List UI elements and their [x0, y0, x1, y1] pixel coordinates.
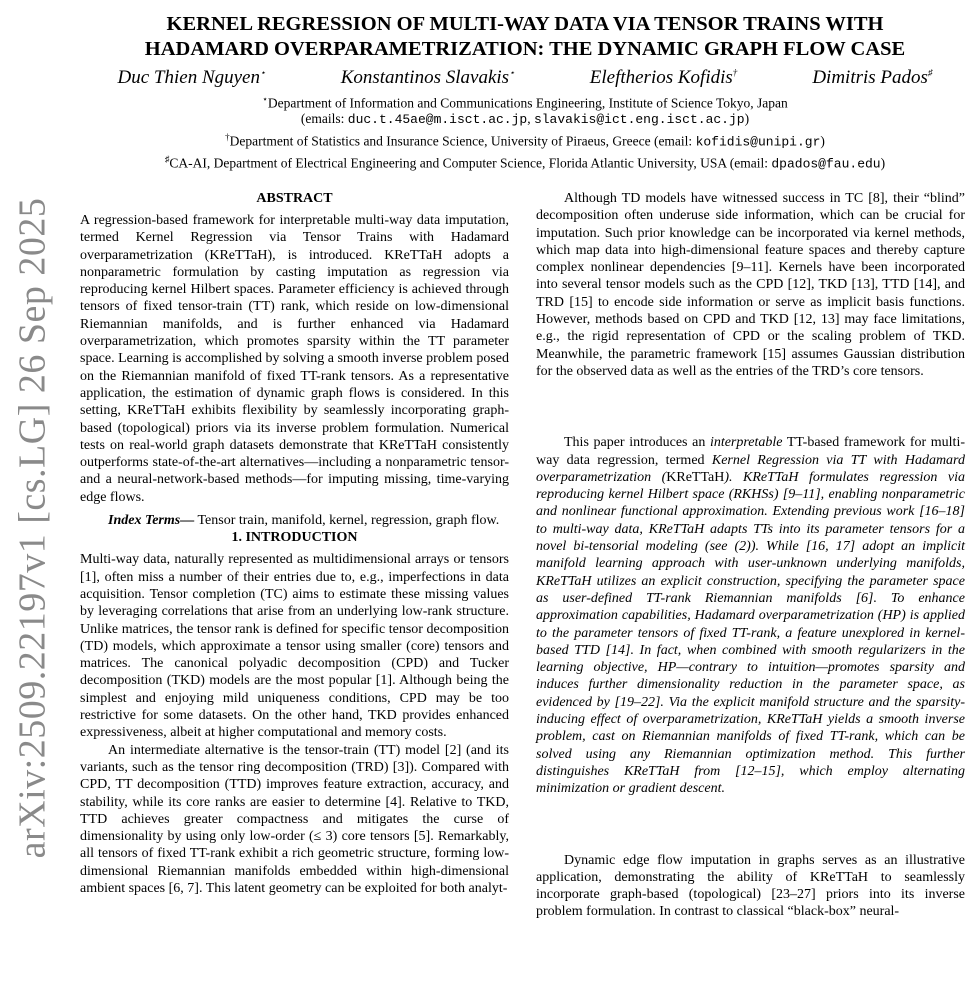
author: Konstantinos Slavakis⋆ — [340, 67, 515, 88]
author: Dimitris Pados♯ — [812, 67, 933, 88]
intro-paragraph-2: An intermediate alternative is the tensor-train (TT) model [2] (and its variants, such as the tensor ring decomposition (TRD) [3]). Compared with CPD, TT decomposition (TTD) improves feature extraction, accuracy, and stability, while its core ranks are easier to determine [4]. Relative to TKD, TTD achieves greater compactness and mitigates the curse of dimensionality by using only low-order (≤ 3) core tensors [5]. Remarkably, all tensors of fixed TT-rank exhibit a rich geometric structure, forming low-dimensional Riemannian manifolds embedded within high-dimensional ambient spaces [6, 7]. This latent geometry can be exploited for both analyt- — [80, 742, 509, 896]
right-paragraph-1: Although TD models have witnessed success in TC [8], their “blind” decomposition often underuse side information, which can be crucial for imputation. Such prior knowledge can be incorporated via kernel methods, which map data into high-dimensional feature spaces and thereby capture complex nonlinear dependencies [9–11]. Kernels have been incorporated into several tensor models such as the CPD [12], TKD [13], TTD [14], and TRD [15] to encode side information or serve as implicit basis functions. However, methods based on CPD and TKD [12, 13] may face limitations, e.g., the rigid representation of CPD or the scaling problem of TKD. Meanwhile, the parametric framework [15] assumes Gaussian distribution for the observed data as well as the entries of the TRD’s core tensors. — [536, 191, 965, 379]
intro-paragraph-1: Multi-way data, naturally represented as multidimensional arrays or tensors [1], often miss a number of their entries due to, e.g., imperfections in data acquisition. Tensor completion (TC) aims to estimate these missing values by leveraging correlations that arise from an underlying low-rank structure. Unlike matrices, the tensor rank is defined for specific tensor decomposition (TD) models, which approximate a tensor using smaller (core) tensors and matrices. The canonical polyadic decomposition (CPD) and Tucker decomposition (TKD) models are the most popular [1]. Although being the simplest and enjoying mild uniqueness conditions, CPD may be too restrictive for some datasets. On the other hand, TKD provides enhanced expressiveness, albeit at higher computational and memory costs. — [80, 552, 509, 741]
abstract-heading: ABSTRACT — [256, 191, 333, 206]
email-link[interactable]: dpados@fau.edu — [771, 156, 881, 172]
abstract-text: A regression-based framework for interpretable multi-way data imputation, termed Kernel Regression via Tensor Trains with Hadamard overparametrization (KReTTaH), is introduced. KReTTaH adopts a nonparametric formulation by casting imputation as regression via reproducing kernel Hilbert spaces. Parameter efficiency is achieved through tensors of fixed tensor-train (TT) rank, which reside on low-dimensional Riemannian manifolds, and is further enhanced via Hadamard overparametrization, which promotes sparsity within the TT parameter space. Learning is accomplished by solving a smooth inverse problem posed on the Riemannian manifold of fixed TT-rank tensors. As a representative application, the estimation of dynamic graph flows is considered. In this setting, KReTTaH exhibits flexibility by seamlessly incorporating graph-based (topological) priors via its inverse problem formulation. Numerical tests on real-world graph datasets demonstrate that KReTTaH consistently outperforms state-of-the-art alternatives—including a nonparametric tensor- and a neural-network-based methods—for imputing missing, time-varying edge flows. — [80, 213, 509, 505]
author: Eleftherios Kofidis† — [589, 67, 738, 88]
email-link[interactable]: slavakis@ict.eng.isct.ac.jp — [533, 111, 745, 127]
arxiv-stamp: arXiv:2509.22197v1 [cs.LG] 26 Sep 2025 — [11, 197, 54, 859]
right-column — [536, 190, 965, 921]
author-list — [80, 67, 970, 89]
author: Duc Thien Nguyen⋆ — [117, 67, 266, 88]
affiliation-3: ♯CA-AI, Department of Electrical Engineering and Computer Science, Florida Atlantic University, USA (email: dpados@fau.edu) — [164, 154, 886, 172]
title-line-2: HADAMARD OVERPARAMETRIZATION: THE DYNAMIC GRAPH FLOW CASE — [144, 38, 906, 60]
left-column — [80, 190, 509, 897]
intro-heading: 1. INTRODUCTION — [231, 530, 358, 546]
affiliation-2: †Department of Statistics and Insurance Science, University of Piraeus, Greece (email: kofidis@unipi.gr) — [225, 132, 825, 150]
right-paragraph-3: Dynamic edge flow imputation in graphs serves as an illustrative application, demonstrating the ability of KReTTaH to seamlessly incorporate graph-based (topological) [23–27] priors into its inverse problem formulation. In contrast to classical “black-box” neural- — [536, 852, 965, 920]
email-link[interactable]: duc.t.45ae@m.isct.ac.jp — [347, 111, 528, 127]
title-line-1: KERNEL REGRESSION OF MULTI-WAY DATA VIA TENSOR TRAINS WITH — [166, 13, 884, 35]
email-link[interactable]: kofidis@unipi.gr — [695, 134, 821, 150]
paper-title — [80, 12, 970, 62]
right-paragraph-2: This paper introduces an interpretable TT-based framework for multi-way data regression, termed Kernel Regression via TT with Hadamard overparametrization (KReTTaH). KReTTaH formulates regression via reproducing kernel Hilbert space (RKHSs) [9–11], enabling nonparametric and nonlinear functional approximation. Extending previous work [16–18] to multi-way data, KReTTaH adapts TTs into its parameter tensors for a novel bi-tensorial modeling (see (2)). While [16, 17] adopt an implicit manifold learning approach with user-unknown underlying manifolds, KReTTaH utilizes an explicit construction, specifying the parameter space as user-defined TT-rank Riemannian manifolds [6]. To enhance approximation capabilities, Hadamard overparametrization (HP) is applied to the parameter tensors of fixed TT-rank, a feature unexplored in kernel-based TTD [14]. In fact, when combined with smooth regularizers in the learning objective, HP—contrary to intuition—promotes sparsity and induces further dimensionality reduction in the parameter space, as evidenced by [19–22]. Via the explicit manifold structure and the sparsity-inducing effect of overparametrization, KReTTaH yields a smooth inverse problem, cast on Riemannian manifolds of fixed TT-rank, which can be solved using any Riemannian optimization method. This further distinguishes KReTTaH from [12–15], which employ alternating minimization or gradient descent. — [536, 435, 966, 797]
index-terms: Index Terms— Tensor train, manifold, kernel, regression, graph flow. — [108, 513, 500, 529]
affiliation-1: ⋆Department of Information and Communications Engineering, Institute of Science Tokyo, Japan (emails: duc.t.45ae@m.isct.ac.jp, slavakis@ict.eng.isct.ac.jp) — [262, 94, 788, 127]
